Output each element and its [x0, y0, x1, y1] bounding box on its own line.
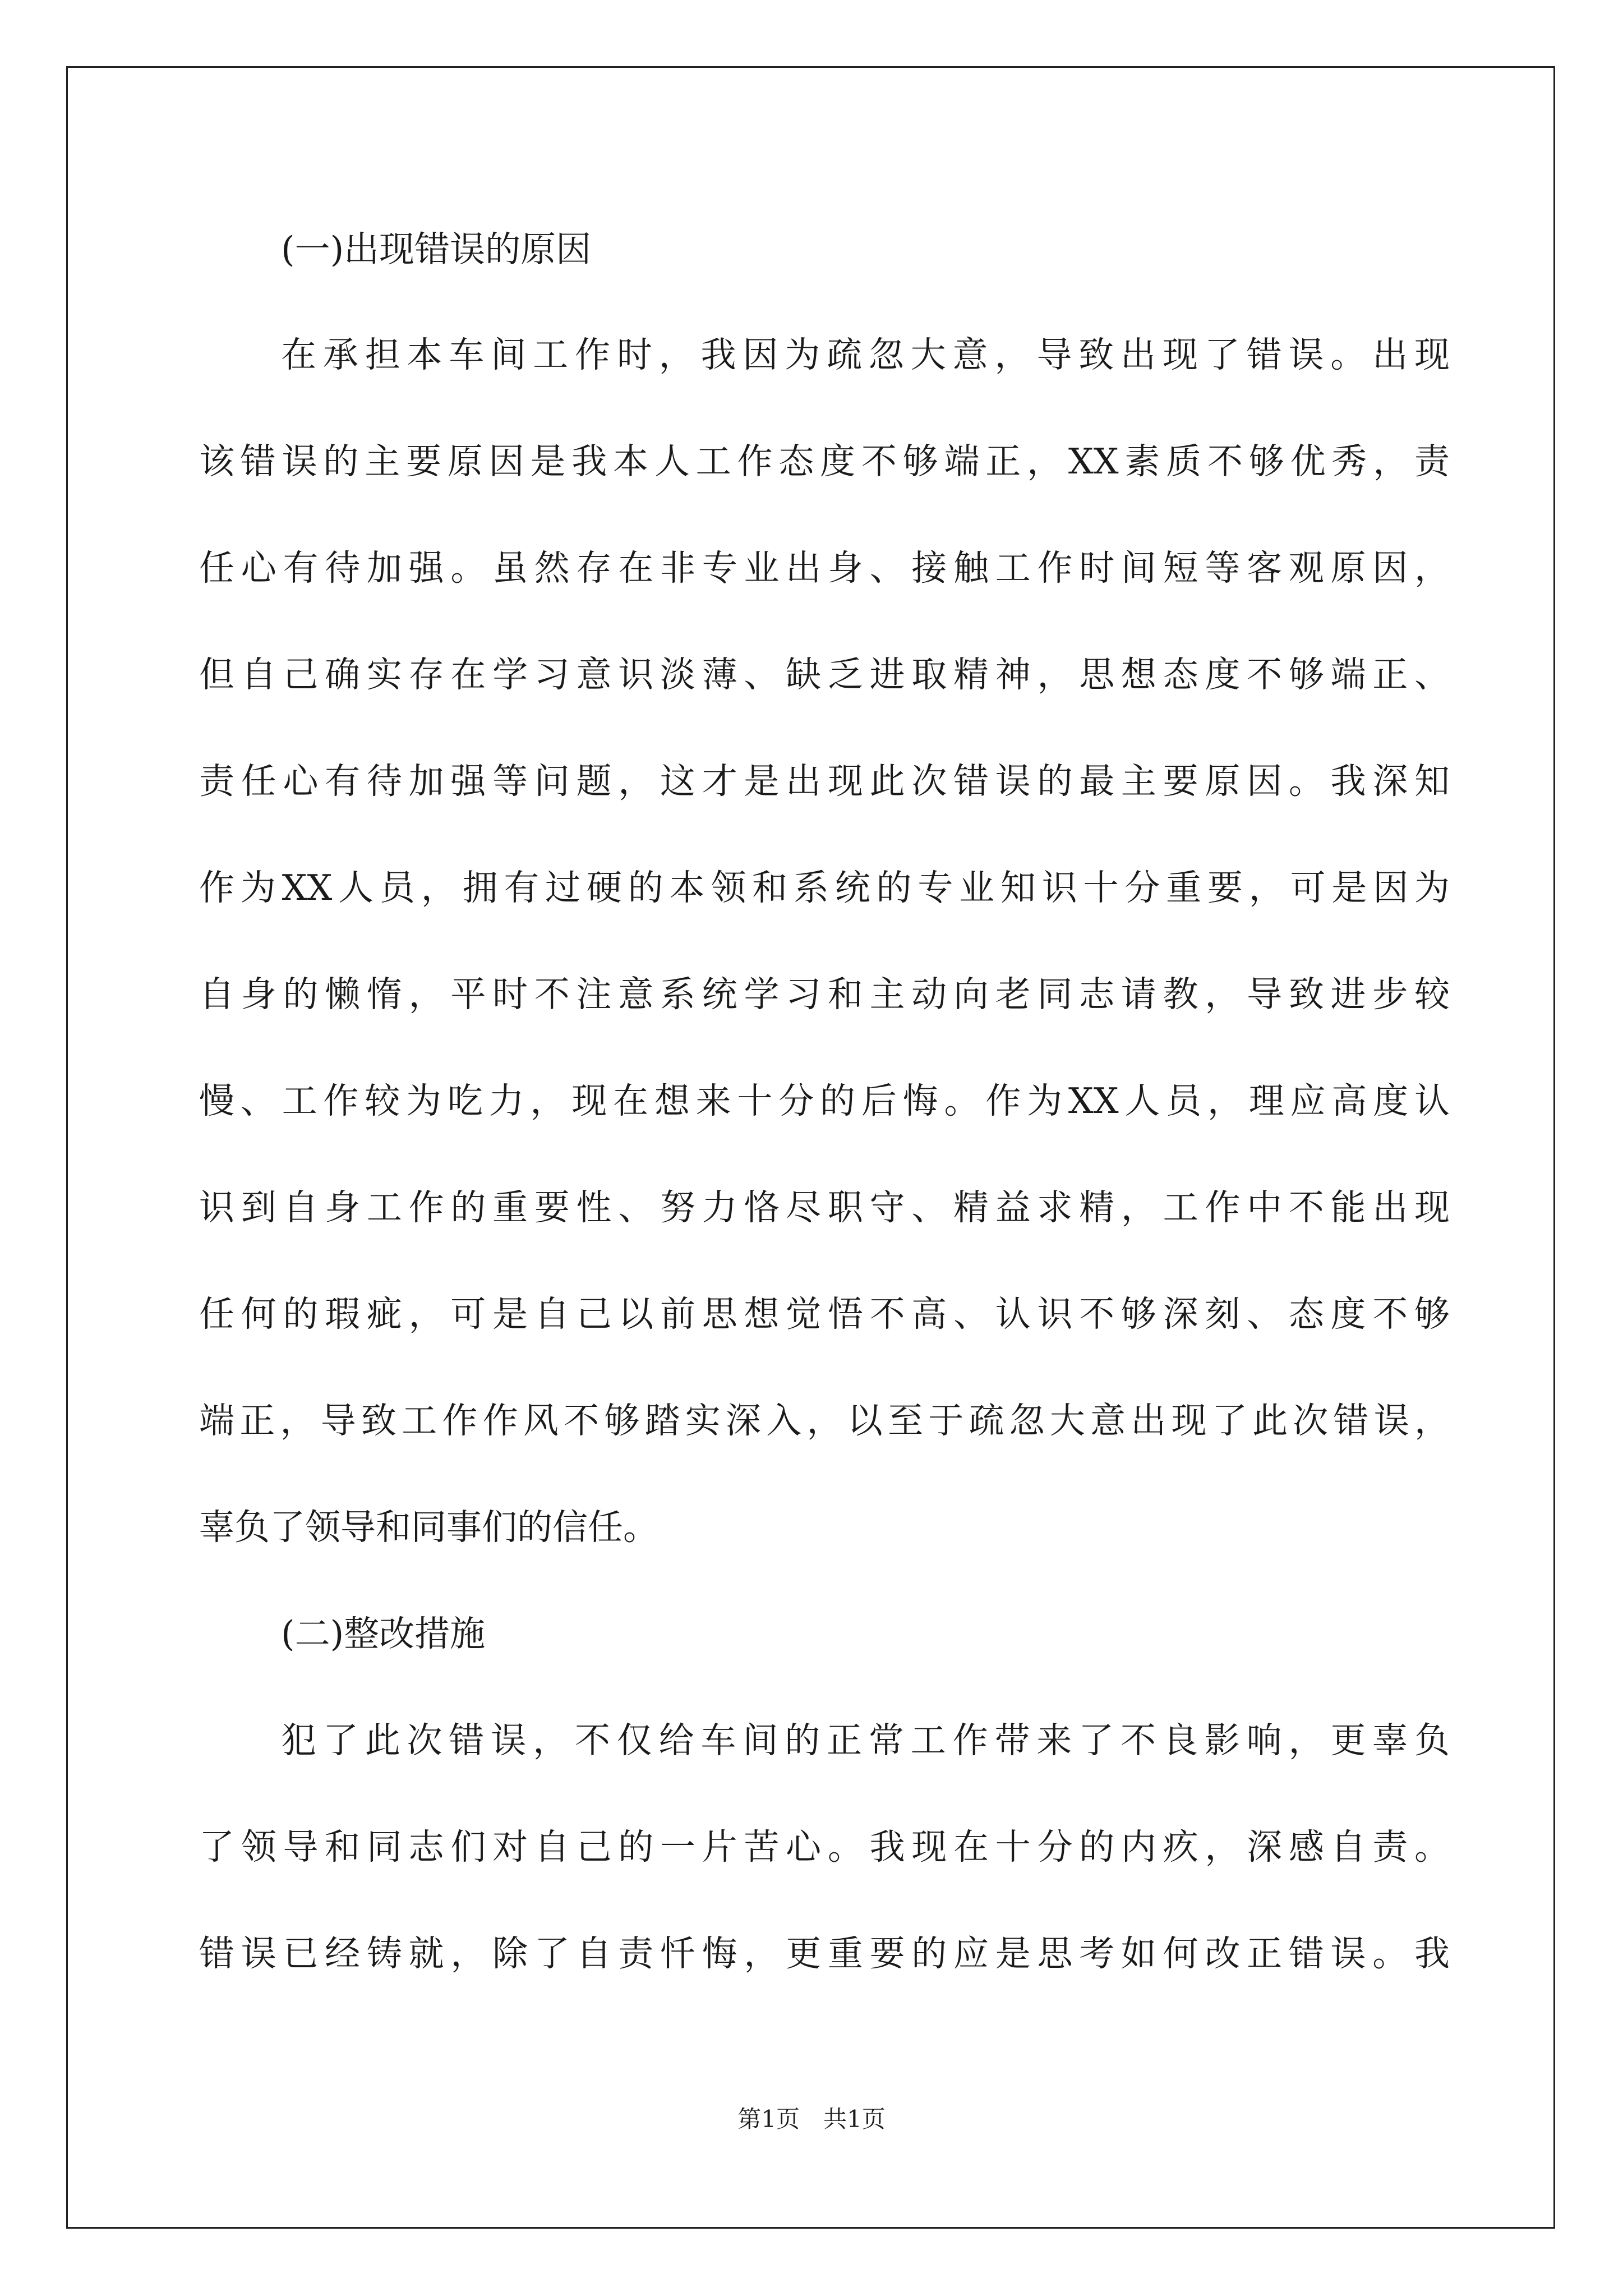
paragraph-line: 错误已经铸就，除了自责忏悔，更重要的应是思考如何改正错误。我: [199, 1933, 1450, 1974]
page-border: [66, 66, 1555, 2229]
paragraph-line: 任何的瑕疵，可是自己以前思想觉悟不高、认识不够深刻、态度不够: [199, 1294, 1450, 1335]
page-number-footer: 第1页 共1页: [737, 2105, 886, 2133]
section-heading-measures: (二)整改措施: [281, 1613, 486, 1654]
paragraph-line: 任心有待加强。虽然存在非专业出身、接触工作时间短等客观原因，: [199, 547, 1450, 588]
paragraph-line: 自身的懒惰，平时不注意系统学习和主动向老同志请教，导致进步较: [199, 974, 1450, 1015]
paragraph-line: 但自己确实存在学习意识淡薄、缺乏进取精神，思想态度不够端正、: [199, 654, 1450, 695]
paragraph-line: 了领导和同志们对自己的一片苦心。我现在十分的内疚，深感自责。: [199, 1826, 1450, 1867]
section-heading-causes: (一)出现错误的原因: [281, 229, 592, 270]
paragraph-line: 犯了此次错误，不仅给车间的正常工作带来了不良影响，更辜负: [281, 1720, 1450, 1761]
paragraph-line: 在承担本车间工作时，我因为疏忽大意，导致出现了错误。出现: [281, 334, 1450, 375]
paragraph-line: 责任心有待加强等问题，这才是出现此次错误的最主要原因。我深知: [199, 761, 1450, 802]
paragraph-line: 识到自身工作的重要性、努力恪尽职守、精益求精，工作中不能出现: [199, 1187, 1450, 1228]
paragraph-line: 作为XX人员，拥有过硬的本领和系统的专业知识十分重要，可是因为: [199, 867, 1450, 908]
paragraph-line: 该错误的主要原因是我本人工作态度不够端正，XX素质不够优秀，责: [199, 441, 1450, 482]
paragraph-line: 慢、工作较为吃力，现在想来十分的后悔。作为XX人员，理应高度认: [199, 1080, 1450, 1121]
paragraph-line: 辜负了领导和同事们的信任。: [199, 1507, 658, 1548]
paragraph-line: 端正，导致工作作风不够踏实深入，以至于疏忽大意出现了此次错误，: [199, 1400, 1450, 1441]
